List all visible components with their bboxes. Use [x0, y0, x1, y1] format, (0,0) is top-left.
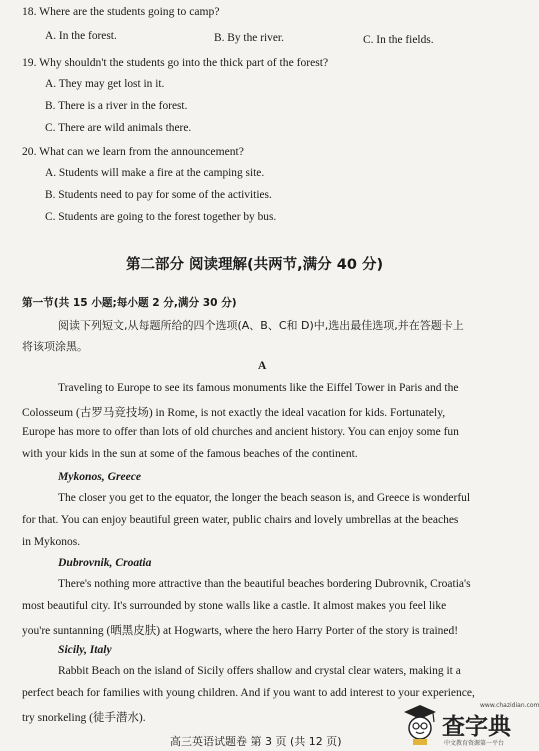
option-20a: A. Students will make a fire at the camping site. [45, 167, 265, 179]
option-19b: B. There is a river in the forest. [45, 100, 188, 112]
watermark-logo [400, 700, 539, 748]
question-18: 18. Where are the students going to camp? [22, 5, 220, 18]
option-19c: C. There are wild animals there. [45, 122, 192, 134]
intro-line-2: Colosseum (古罗马竞技场) in Rome, is not exactly the ideal vacation for kids. Fortunately, [22, 407, 446, 419]
option-18b: B. By the river. [214, 32, 284, 44]
dubrovnik-line-1: There's nothing more attractive than the beautiful beaches bordering Dubrovnik, Croatia's [58, 578, 471, 590]
instructions-line-2: 将该项涂黑。 [22, 340, 88, 353]
place-heading-sicily: Sicily, Italy [58, 643, 112, 656]
mykonos-line-1: The closer you get to the equator, the longer the beach season is, and Greece is wonderful [58, 492, 471, 504]
section-title: 第一节(共 15 小题;每小题 2 分,满分 30 分) [22, 297, 237, 309]
option-20c: C. Students are going to the forest together by bus. [45, 211, 277, 223]
dubrovnik-line-2: most beautiful city. It's surrounded by stone walls like a castle. It almost makes you feel like [22, 600, 447, 612]
option-19a: A. They may get lost in it. [45, 78, 165, 90]
mascot-icon [400, 702, 440, 746]
intro-line-4: with your kids in the sun at some of the famous beaches of the continent. [22, 448, 358, 460]
option-18c: C. In the fields. [363, 34, 434, 46]
place-heading-mykonos: Mykonos, Greece [58, 470, 142, 483]
place-heading-dubrovnik: Dubrovnik, Croatia [58, 556, 152, 569]
dubrovnik-line-3: you're suntanning (晒黑皮肤) at Hogwarts, where the hero Harry Porter of the story is trained! [22, 625, 459, 637]
question-20: 20. What can we learn from the announcement? [22, 145, 244, 158]
mykonos-line-3: in Mykonos. [22, 536, 81, 548]
passage-label: A [258, 360, 267, 372]
option-20b: B. Students need to pay for some of the activities. [45, 189, 272, 201]
logo-url: www.chazidian.com [480, 702, 539, 709]
sicily-line-2: perfect beach for families with young children. And if you want to add interest to your experience, [22, 687, 475, 699]
instructions-line-1: 阅读下列短文,从每题所给的四个选项(A、B、C和 D)中,选出最佳选项,并在答题卡上 [58, 319, 464, 332]
mykonos-line-2: for that. You can enjoy beautiful green water, public chairs and lovely umbrellas at the beaches [22, 514, 459, 526]
question-19: 19. Why shouldn't the students go into the thick part of the forest? [22, 56, 329, 69]
sicily-line-1: Rabbit Beach on the island of Sicily offers shallow and crystal clear waters, making it a [58, 665, 461, 677]
page-footer: 高三英语试题卷 第 3 页 (共 12 页) [170, 735, 342, 748]
logo-subtitle: 中文教育资源第一平台 [444, 740, 505, 747]
sicily-line-3: try snorkeling (徒手潜水). [22, 712, 146, 724]
part-title: 第二部分 阅读理解(共两节,满分 40 分) [126, 257, 384, 273]
intro-line-1: Traveling to Europe to see its famous monuments like the Eiffel Tower in Paris and the [58, 382, 459, 394]
option-18a: A. In the forest. [45, 30, 117, 42]
logo-text: 查字典 [442, 714, 511, 740]
intro-line-3: Europe has more to offer than lots of old churches and ancient history. You can enjoy some fun [22, 426, 459, 438]
